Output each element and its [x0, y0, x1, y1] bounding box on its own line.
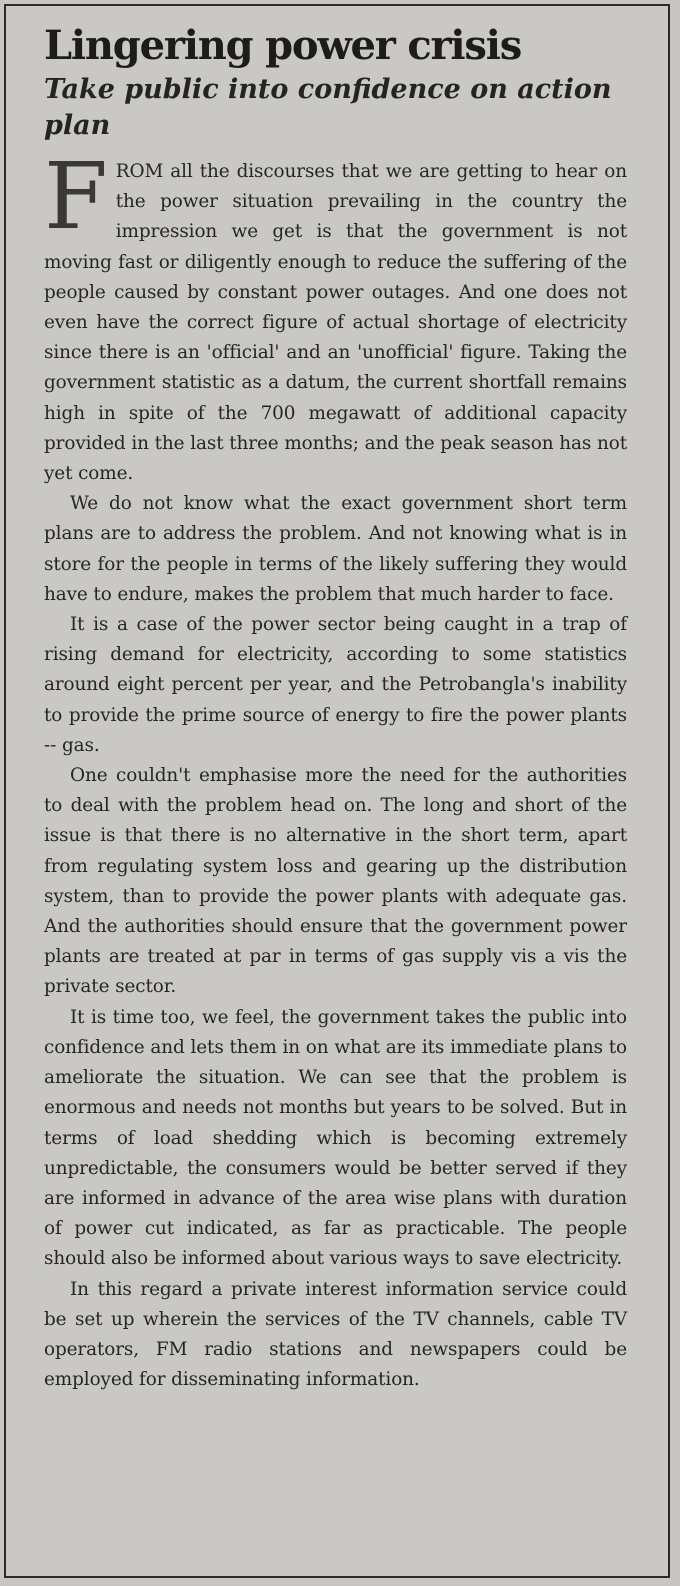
paragraph-6: In this regard a private interest information service could be set up wherein the services of the TV channels, cable TV operators, FM radio stations and newspapers could be employed for disseminating information. [44, 1278, 627, 1391]
paragraph-5: It is time too, we feel, the government takes the public into confidence and lets them in on what are its immediate plans to ameliorate the situation. We can see that the problem is enormous and needs not months but years to be solved. But in terms of load shedding which is becoming extremely unpredictable, the consumers would be better served if they are informed in advance of the area wise plans with duration of power cut indicated, as far as practicable. The people should also be informed about various ways to save electricity. [44, 1006, 627, 1270]
paragraph-1 [44, 143, 627, 489]
article-body [44, 143, 627, 1395]
paragraph-4: One couldn't emphasise more the need for the authorities to deal with the problem head on. The long and short of the issue is that there is no alternative in the short term, apart from regulating system loss and gearing up the distribution system, than to provide the power plants with adequate gas. And the authorities should ensure that the government power plants are treated at par in terms of gas supply vis a vis the private sector. [44, 765, 627, 998]
headline: Lingering power crisis [44, 22, 522, 69]
paragraph-2: We do not know what the exact government short term plans are to address the problem. And not knowing what is in store for the people in terms of the likely suffering they would have to endure, makes the problem that much harder to face. [44, 493, 627, 605]
drop-cap: F [44, 143, 108, 250]
subheadline: Take public into confidence on action plan [44, 74, 612, 141]
article-border-frame [4, 4, 670, 1578]
paragraph-1-text: ROM all the discourses that we are getting to hear on the power situation prevailing in the country the impression we get is that the government is not moving fast or diligently enough to reduce the suffering of the people caused by constant power outages. And one does not even have the correct figure of actual shortage of electricity since there is an 'official' and an 'unofficial' figure. Taking the government statistic as a datum, the current shortfall remains high in spite of the 700 megawatt of additional capacity provided in the last three months; and the peak season has not yet come. [44, 161, 627, 485]
paragraph-3: It is a case of the power sector being caught in a trap of rising demand for electricity, according to some statistics around eight percent per year, and the Petrobangla's inability to provide the prime source of energy to fire the power plants -- gas. [44, 614, 627, 756]
